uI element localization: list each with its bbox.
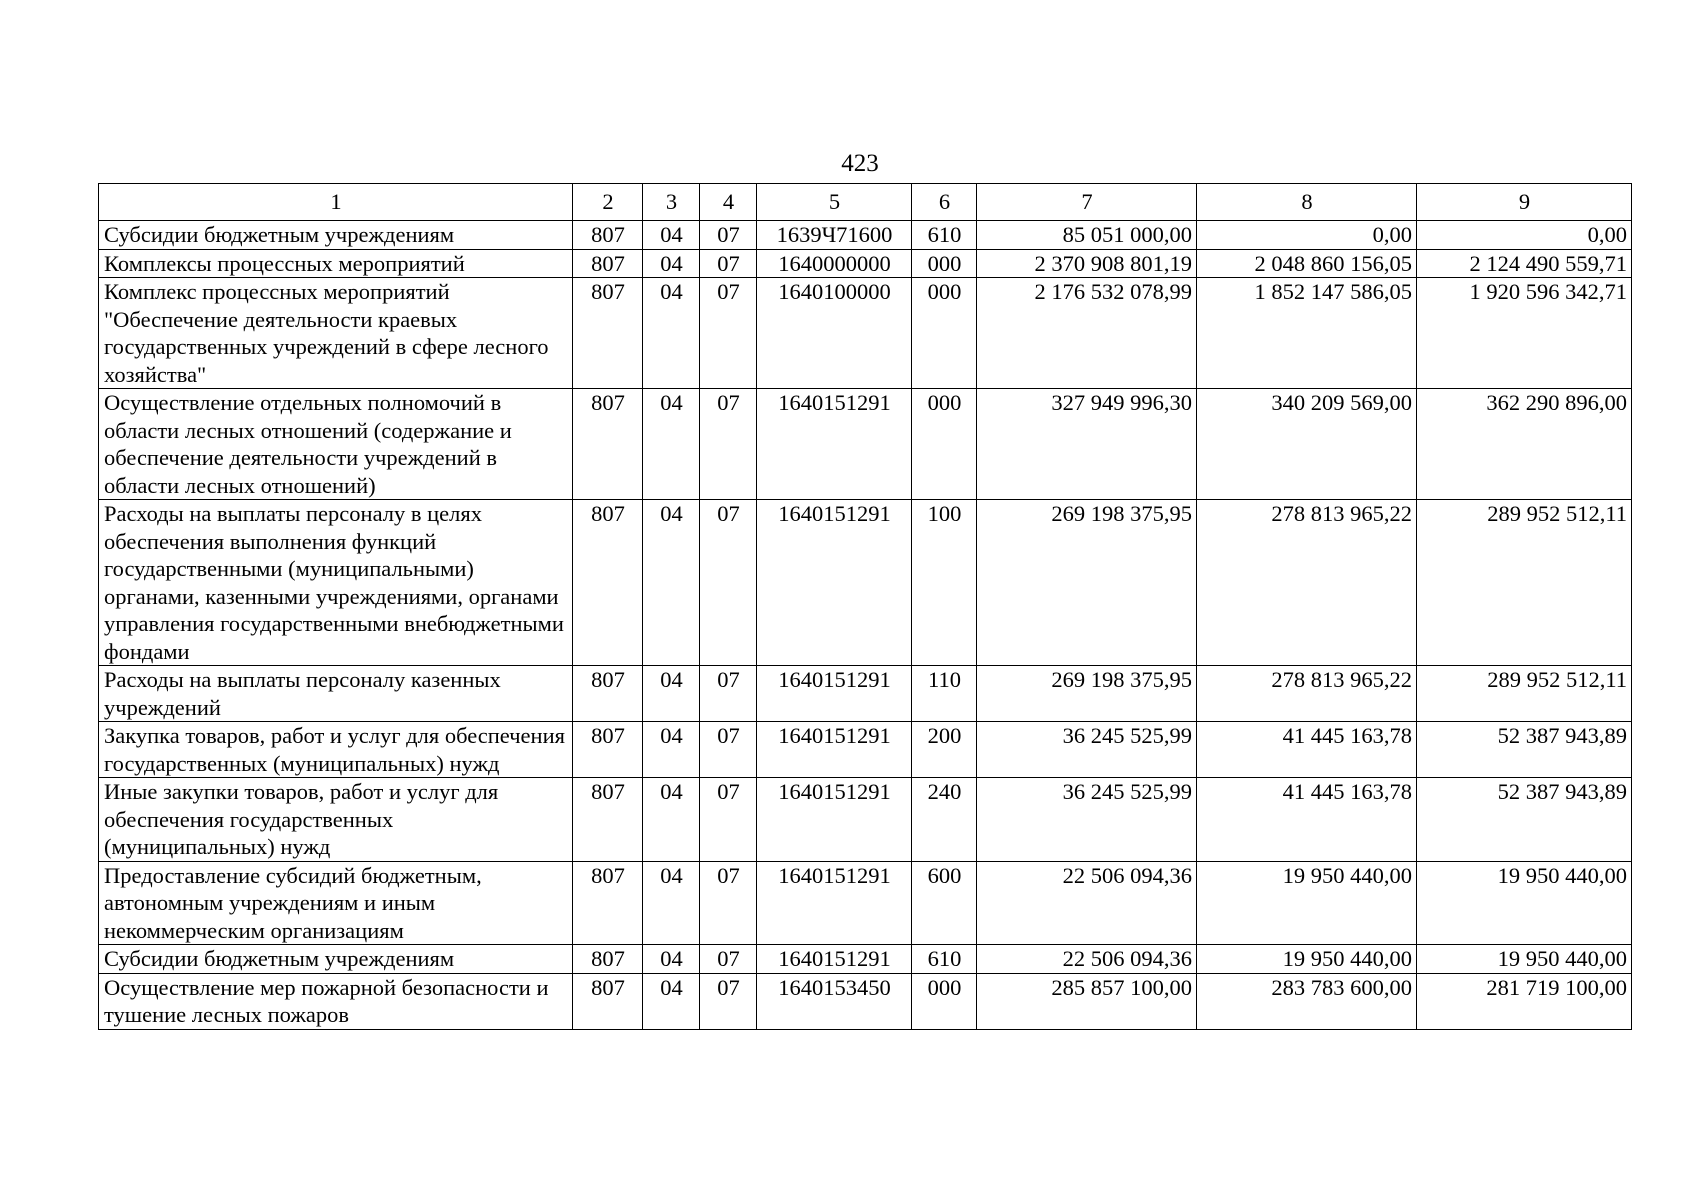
table-row [99,861,1632,945]
expense-type-code: 000 [912,389,977,500]
expense-type-code: 200 [912,722,977,778]
header-col-1: 1 [99,184,573,221]
subsection-code: 07 [700,778,757,862]
amount-col-7: 22 506 094,36 [977,861,1197,945]
amount-col-9: 52 387 943,89 [1417,778,1632,862]
amount-col-8: 0,00 [1197,221,1417,250]
header-col-2: 2 [573,184,643,221]
header-col-7: 7 [977,184,1197,221]
subsection-code: 07 [700,973,757,1029]
target-article-code: 1640151291 [757,861,912,945]
expense-type-code: 000 [912,973,977,1029]
ministry-code: 807 [573,500,643,666]
header-row [99,184,1632,221]
amount-col-7: 285 857 100,00 [977,973,1197,1029]
amount-col-8: 283 783 600,00 [1197,973,1417,1029]
target-article-code: 1640151291 [757,666,912,722]
expense-type-code: 240 [912,778,977,862]
amount-col-8: 278 813 965,22 [1197,500,1417,666]
section-code: 04 [643,221,700,250]
row-name: Закупка товаров, работ и услуг для обеспечения государственных (муниципальных) нужд [99,722,573,778]
table-row [99,249,1632,278]
section-code: 04 [643,722,700,778]
row-name: Комплексы процессных мероприятий [99,249,573,278]
subsection-code: 07 [700,249,757,278]
amount-col-9: 289 952 512,11 [1417,666,1632,722]
amount-col-7: 269 198 375,95 [977,500,1197,666]
table-row [99,278,1632,389]
subsection-code: 07 [700,861,757,945]
target-article-code: 1640153450 [757,973,912,1029]
budget-table [98,183,1632,1030]
amount-col-8: 19 950 440,00 [1197,945,1417,974]
amount-col-8: 340 209 569,00 [1197,389,1417,500]
target-article-code: 1640151291 [757,778,912,862]
amount-col-9: 0,00 [1417,221,1632,250]
section-code: 04 [643,249,700,278]
table-row [99,500,1632,666]
row-name: Расходы на выплаты персоналу казенных учреждений [99,666,573,722]
expense-type-code: 000 [912,278,977,389]
page-number: 423 [841,150,879,177]
ministry-code: 807 [573,221,643,250]
table-row [99,221,1632,250]
ministry-code: 807 [573,973,643,1029]
amount-col-9: 2 124 490 559,71 [1417,249,1632,278]
target-article-code: 1639Ч71600 [757,221,912,250]
amount-col-7: 36 245 525,99 [977,778,1197,862]
amount-col-9: 52 387 943,89 [1417,722,1632,778]
header-col-3: 3 [643,184,700,221]
amount-col-7: 327 949 996,30 [977,389,1197,500]
target-article-code: 1640151291 [757,389,912,500]
expense-type-code: 610 [912,221,977,250]
table-row [99,973,1632,1029]
subsection-code: 07 [700,500,757,666]
ministry-code: 807 [573,666,643,722]
expense-type-code: 100 [912,500,977,666]
target-article-code: 1640151291 [757,500,912,666]
row-name: Расходы на выплаты персоналу в целях обеспечения выполнения функций государственными (муниципальными) органами, казенными учреждениями, органами управления государственными внебюджетными фондами [99,500,573,666]
amount-col-8: 41 445 163,78 [1197,778,1417,862]
header-col-4: 4 [700,184,757,221]
row-name: Иные закупки товаров, работ и услуг для обеспечения государственных (муниципальных) нужд [99,778,573,862]
amount-col-8: 278 813 965,22 [1197,666,1417,722]
row-name: Осуществление отдельных полномочий в области лесных отношений (содержание и обеспечение деятельности учреждений в области лесных отношений) [99,389,573,500]
header-col-8: 8 [1197,184,1417,221]
row-name: Осуществление мер пожарной безопасности и тушение лесных пожаров [99,973,573,1029]
section-code: 04 [643,666,700,722]
ministry-code: 807 [573,945,643,974]
target-article-code: 1640100000 [757,278,912,389]
subsection-code: 07 [700,221,757,250]
amount-col-7: 85 051 000,00 [977,221,1197,250]
expense-type-code: 610 [912,945,977,974]
target-article-code: 1640151291 [757,945,912,974]
amount-col-9: 362 290 896,00 [1417,389,1632,500]
header-col-5: 5 [757,184,912,221]
subsection-code: 07 [700,278,757,389]
amount-col-7: 2 370 908 801,19 [977,249,1197,278]
ministry-code: 807 [573,861,643,945]
amount-col-9: 19 950 440,00 [1417,945,1632,974]
section-code: 04 [643,389,700,500]
table-row [99,778,1632,862]
row-name: Субсидии бюджетным учреждениям [99,945,573,974]
header-col-6: 6 [912,184,977,221]
subsection-code: 07 [700,722,757,778]
ministry-code: 807 [573,249,643,278]
amount-col-7: 2 176 532 078,99 [977,278,1197,389]
section-code: 04 [643,973,700,1029]
subsection-code: 07 [700,945,757,974]
amount-col-8: 19 950 440,00 [1197,861,1417,945]
subsection-code: 07 [700,666,757,722]
amount-col-9: 19 950 440,00 [1417,861,1632,945]
ministry-code: 807 [573,278,643,389]
ministry-code: 807 [573,389,643,500]
row-name: Предоставление субсидий бюджетным, автономным учреждениям и иным некоммерческим организациям [99,861,573,945]
section-code: 04 [643,778,700,862]
target-article-code: 1640000000 [757,249,912,278]
table-row [99,722,1632,778]
amount-col-8: 1 852 147 586,05 [1197,278,1417,389]
expense-type-code: 000 [912,249,977,278]
ministry-code: 807 [573,778,643,862]
section-code: 04 [643,861,700,945]
target-article-code: 1640151291 [757,722,912,778]
table-row [99,389,1632,500]
row-name: Субсидии бюджетным учреждениям [99,221,573,250]
subsection-code: 07 [700,389,757,500]
amount-col-9: 1 920 596 342,71 [1417,278,1632,389]
amount-col-8: 2 048 860 156,05 [1197,249,1417,278]
amount-col-7: 269 198 375,95 [977,666,1197,722]
section-code: 04 [643,278,700,389]
header-col-9: 9 [1417,184,1632,221]
section-code: 04 [643,500,700,666]
table-row [99,666,1632,722]
amount-col-7: 22 506 094,36 [977,945,1197,974]
table-row [99,945,1632,974]
expense-type-code: 110 [912,666,977,722]
section-code: 04 [643,945,700,974]
expense-type-code: 600 [912,861,977,945]
ministry-code: 807 [573,722,643,778]
amount-col-8: 41 445 163,78 [1197,722,1417,778]
amount-col-7: 36 245 525,99 [977,722,1197,778]
amount-col-9: 289 952 512,11 [1417,500,1632,666]
row-name: Комплекс процессных мероприятий "Обеспечение деятельности краевых государственных учреждений в сфере лесного хозяйства" [99,278,573,389]
amount-col-9: 281 719 100,00 [1417,973,1632,1029]
